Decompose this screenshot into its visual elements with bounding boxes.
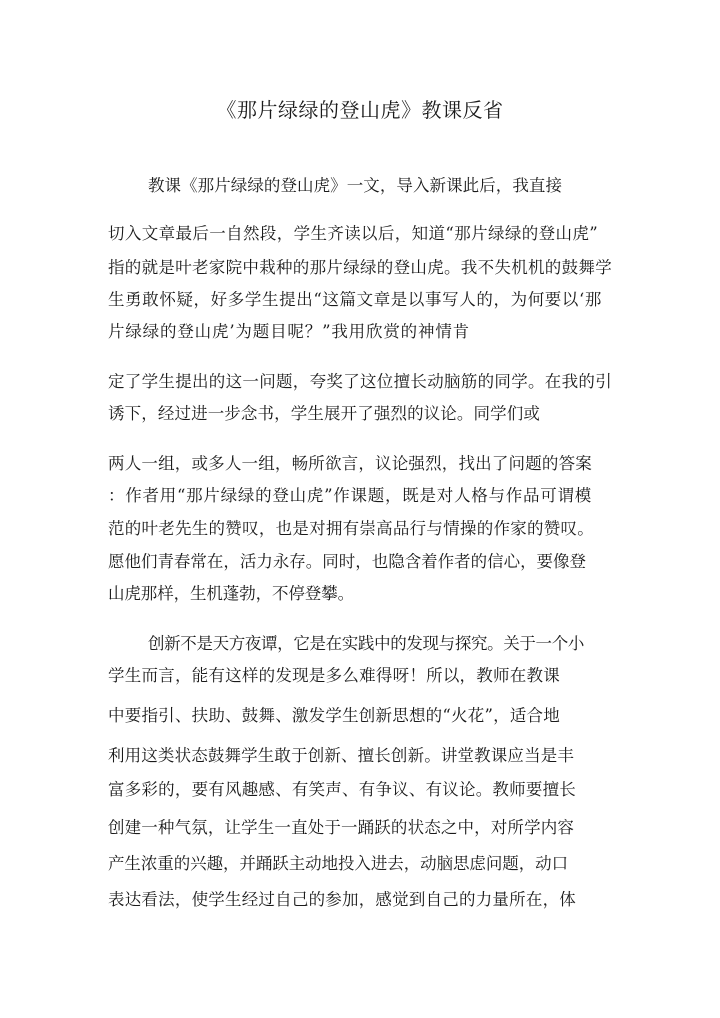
paragraph-line: 教课《那片绿绿的登山虎》一文，导入新课此后，我直接 — [148, 176, 562, 195]
paragraph-line: 片绿绿的登山虎’为题目呢？”我用欣赏的神情肯 — [108, 322, 470, 341]
page-title: 《那片绿绿的登山虎》教课反省 — [216, 98, 504, 122]
paragraph-line: 愿他们青春常在，活力永存。同时，也隐含着作者的信心，要像登 — [108, 552, 587, 571]
paragraph-line: 产生浓重的兴趣，并踊跃主动地投入进去，动脑思虑问题，动口 — [108, 854, 569, 873]
paragraph-line: 两人一组，或多人一组，畅所欲言，议论强烈，找出了问题的答案 — [108, 454, 592, 473]
paragraph-line: 切入文章最后一自然段，学生齐读以后，知道“那片绿绿的登山虎” — [108, 224, 598, 243]
paragraph-line: 学生而言，能有这样的发现是多么难得呀！所以，教师在教课 — [108, 666, 560, 685]
paragraph-line: 中要指引、扶助、鼓舞、激发学生创新思想的“火花”，适合地 — [108, 706, 560, 725]
paragraph-line: 诱下，经过进一步念书，学生展开了强烈的议论。同学们或 — [108, 404, 540, 423]
paragraph-line: ：作者用“那片绿绿的登山虎”作课题，既是对人格与作品可谓模 — [108, 486, 592, 505]
paragraph-line: 富多彩的，要有风趣感、有笑声、有争议、有议论。教师要擅长 — [108, 780, 576, 799]
paragraph-line: 表达看法，使学生经过自己的参加，感觉到自己的力量所在，体 — [108, 890, 576, 909]
paragraph-line: 指的就是叶老家院中栽种的那片绿绿的登山虎。我不失机机的鼓舞学 — [108, 258, 612, 277]
paragraph-line: 创新不是天方夜谭，它是在实践中的发现与探究。关于一个小 — [148, 634, 585, 653]
paragraph-line: 创建一种气氛，让学生一直处于一踊跃的状态之中，对所学内容 — [108, 818, 574, 837]
paragraph-line: 生勇敢怀疑，好多学生提出“这篇文章是以事写人的，为何要以‘那 — [108, 290, 602, 309]
paragraph-line: 山虎那样，生机蓬勃，不停登攀。 — [108, 584, 355, 603]
paragraph-line: 利用这类状态鼓舞学生敢于创新、擅长创新。讲堂教课应当是丰 — [108, 746, 574, 765]
paragraph-line: 定了学生提出的这一问题，夸奖了这位擅长动脑筋的同学。在我的引 — [108, 372, 612, 391]
paragraph-line: 范的叶老先生的赞叹，也是对拥有崇高品行与情操的作家的赞叹。 — [108, 519, 594, 538]
